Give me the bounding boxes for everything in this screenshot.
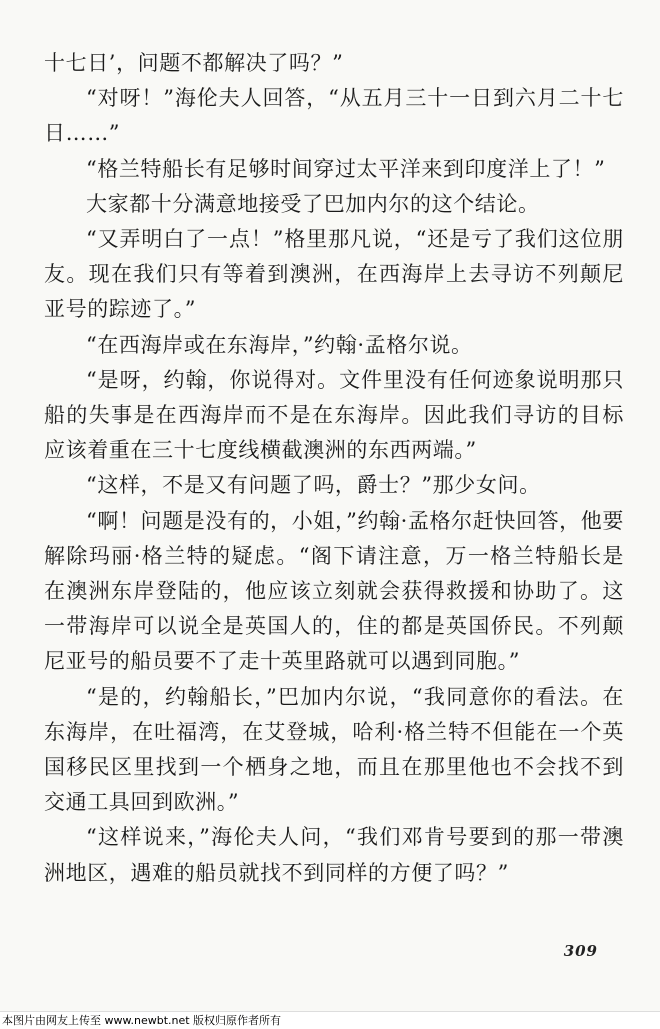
paragraph: “是呀，约翰，你说得对。文件里没有任何迹象说明那只船的失事是在西海岸而不是在东海岸。因此我们寻访的目标应该着重在三十七度线横截澳洲的东西两端。” — [44, 367, 624, 463]
paragraph: “对呀！”海伦夫人回答，“从五月三十一日到六月二十七日……” — [44, 86, 624, 146]
paragraph: “啊！问题是没有的，小姐，”约翰·孟格尔赶快回答，他要解除玛丽·格兰特的疑虑。“阁下请注意，万一格兰特船长是在澳洲东岸登陆的，他应该立刻就会获得救援和协助了。这一带海岸可以说全是英国人的，住的都是英国侨民。不列颠尼亚号的船员要不了走十英里路就可以遇到同胞。” — [44, 508, 624, 674]
paragraph: “格兰特船长有足够时间穿过太平洋来到印度洋上了！” — [86, 156, 606, 181]
paragraph: “这样说来，”海伦夫人问，“我们邓肯号要到的那一带澳洲地区，遇难的船员就找不到同样的方便了吗？” — [44, 825, 624, 885]
paragraph: 大家都十分满意地接受了巴加内尔的这个结论。 — [86, 191, 540, 216]
paragraph: “这样，不是又有问题了吗，爵士？”那少女问。 — [86, 473, 541, 498]
paragraph: “在西海岸或在东海岸，”约翰·孟格尔说。 — [86, 332, 473, 357]
watermark-text: 本图片由网友上传至 www.newbt.net 版权归原作者所有 — [2, 1014, 282, 1027]
page-number: 309 — [563, 942, 598, 960]
watermark-footer — [0, 1011, 660, 1029]
body-text — [44, 46, 624, 891]
paragraph: 十七日’，问题不都解决了吗？” — [44, 51, 344, 75]
paragraph: “是的，约翰船长，”巴加内尔说，“我同意你的看法。在东海岸，在吐福湾，在艾登城，哈利·格兰特不但能在一个英国移民区里找到一个栖身之地，而且在那里他也不会找不到交通工具回到欧洲。” — [44, 684, 624, 815]
paragraph: “又弄明白了一点！”格里那凡说，“还是亏了我们这位朋友。现在我们只有等着到澳洲，在西海岸上去寻访不列颠尼亚号的踪迹了。” — [44, 227, 624, 322]
